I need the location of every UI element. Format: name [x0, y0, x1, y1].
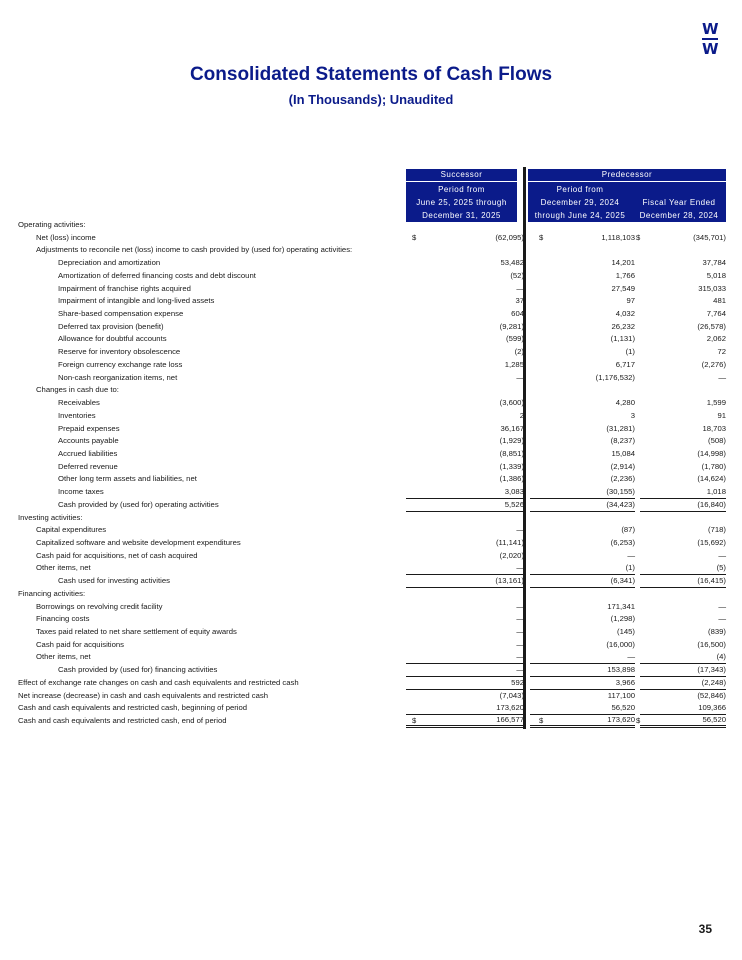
table-row — [18, 626, 726, 639]
cash-flow-table — [18, 219, 726, 728]
row-value-col2: 173,620 — [530, 715, 635, 728]
header-predecessor — [528, 169, 726, 222]
row-value-col1: — — [516, 627, 524, 636]
row-value-col1: — — [516, 601, 524, 611]
table-row — [18, 308, 726, 321]
row-label: Changes in cash due to: — [36, 385, 119, 395]
row-value-col2: 117,100 — [607, 690, 635, 700]
row-value-col3: 315,033 — [698, 283, 726, 293]
row-label: Investing activities: — [18, 512, 83, 522]
row-label: Deferred revenue — [58, 461, 118, 471]
row-value-col2: 4,032 — [615, 309, 635, 319]
logo-letter-bottom: W — [702, 40, 719, 58]
table-row — [18, 423, 726, 436]
row-label: Allowance for doubtful accounts — [58, 334, 167, 344]
row-value-col2: (1,176,532) — [595, 372, 635, 382]
table-row — [18, 359, 726, 372]
table-row — [18, 715, 726, 728]
table-row — [18, 499, 726, 512]
row-value-col3: (5) — [640, 562, 726, 575]
table-row — [18, 461, 726, 474]
header-successor — [406, 169, 517, 222]
row-value-col3: 109,366 — [640, 702, 726, 715]
row-value-col1: 2 — [519, 410, 524, 420]
table-row — [18, 397, 726, 410]
row-value-col3: (16,415) — [640, 575, 726, 588]
row-value-col1: — — [516, 283, 524, 293]
row-value-col3: 7,764 — [706, 309, 726, 319]
row-value-col1: 173,620 — [406, 702, 524, 715]
row-label: Capital expenditures — [36, 525, 107, 535]
row-value-col3: (17,343) — [640, 664, 726, 677]
row-value-col1: (13,161) — [406, 575, 524, 588]
row-value-col3: (52,846) — [697, 690, 726, 700]
row-value-col1: (2) — [514, 347, 524, 357]
row-value-col2: 14,201 — [611, 258, 635, 268]
row-label: Taxes paid related to net share settlement of equity awards — [36, 627, 237, 636]
row-value-col3: 1,018 — [640, 486, 726, 499]
row-value-col3: 91 — [717, 410, 726, 420]
header-col2-line1: Period from — [556, 185, 604, 194]
table-row — [18, 588, 726, 601]
row-value-col3: 18,703 — [702, 423, 726, 433]
table-row — [18, 677, 726, 690]
logo-letter-top: W — [702, 20, 719, 38]
table-row — [18, 372, 726, 385]
row-value-col1: — — [516, 614, 524, 624]
row-value-col2: (16,000) — [606, 639, 635, 649]
row-value-col1: 604 — [511, 309, 524, 319]
table-row — [18, 346, 726, 359]
row-value-col3: 1,599 — [706, 398, 726, 408]
row-value-col3: — — [718, 601, 726, 611]
row-value-col2: (1) — [625, 347, 635, 357]
row-value-col2: 97 — [626, 296, 635, 306]
row-value-col1: (2,020) — [499, 550, 524, 560]
table-row — [18, 435, 726, 448]
row-value-col3: (2,276) — [701, 359, 726, 369]
row-value-col3: (26,578) — [697, 321, 726, 331]
row-value-col3: (16,840) — [640, 499, 726, 512]
table-row — [18, 575, 726, 588]
row-value-col1: 1,285 — [504, 359, 524, 369]
row-value-col2: (2,914) — [610, 461, 635, 471]
row-label: Cash and cash equivalents and restricted cash, beginning of period — [18, 703, 248, 713]
row-label: Impairment of franchise rights acquired — [58, 283, 191, 293]
table-row — [18, 486, 726, 499]
row-value-col1: 5,526 — [406, 499, 524, 512]
table-row — [18, 702, 726, 715]
row-value-col3: 481 — [713, 296, 726, 306]
row-label: Share-based compensation expense — [58, 309, 184, 319]
row-value-col3: (14,624) — [697, 474, 726, 484]
row-value-col2: (34,423) — [530, 499, 635, 512]
row-label: Foreign currency exchange rate loss — [58, 359, 183, 369]
row-value-col3: 2,062 — [706, 334, 726, 344]
currency-symbol: $ — [412, 716, 417, 726]
row-value-col3: 72 — [717, 347, 726, 357]
row-value-col2: (87) — [621, 525, 635, 535]
currency-symbol: $ — [539, 716, 544, 726]
row-value-col2: 15,084 — [611, 448, 635, 458]
row-value-col1: (9,281) — [499, 321, 524, 331]
row-value-col3: (718) — [708, 525, 726, 535]
table-row — [18, 219, 726, 232]
row-label: Depreciation and amortization — [58, 258, 161, 268]
row-value-col1: — — [516, 372, 524, 382]
row-value-col2: (1,131) — [610, 334, 635, 344]
table-row — [18, 270, 726, 283]
row-value-col1: (3,600) — [499, 398, 524, 408]
table-row — [18, 410, 726, 423]
row-label: Receivables — [58, 398, 100, 408]
row-label: Amortization of deferred financing costs and debt discount — [58, 270, 256, 280]
table-row — [18, 537, 726, 550]
row-value-col3: (14,998) — [697, 448, 726, 458]
table-row — [18, 639, 726, 652]
row-value-col2: 171,341 — [607, 601, 635, 611]
row-label: Cash paid for acquisitions, net of cash acquired — [36, 550, 198, 560]
row-value-col1: (599) — [506, 334, 524, 344]
page-subtitle: (In Thousands); Unaudited — [288, 92, 454, 107]
row-value-col1: — — [516, 639, 524, 649]
row-value-col3: (4) — [640, 651, 726, 664]
row-value-col2: 6,717 — [615, 359, 635, 369]
row-label: Accrued liabilities — [58, 448, 118, 458]
company-logo — [702, 22, 718, 56]
row-value-col1: (1,386) — [499, 474, 524, 484]
row-label: Capitalized software and website development expenditures — [36, 537, 241, 547]
row-value-col1: 3,083 — [406, 486, 524, 499]
table-row — [18, 651, 726, 664]
row-value-col1: 592 — [406, 677, 524, 690]
row-label: Income taxes — [58, 487, 104, 497]
row-value-col1: 53,482 — [500, 258, 524, 268]
header-col2-line3: through June 24, 2025 — [534, 211, 626, 220]
row-value-col2: 3 — [630, 410, 635, 420]
currency-symbol: $ — [636, 232, 641, 242]
row-value-col1: (52) — [510, 270, 524, 280]
table-row — [18, 550, 726, 563]
row-value-col2: (1,298) — [610, 614, 635, 624]
row-value-col3: 56,520 — [640, 715, 726, 728]
row-value-col2: (6,341) — [530, 575, 635, 588]
row-value-col3: — — [718, 614, 726, 624]
row-value-col2: 1,766 — [615, 270, 635, 280]
table-row — [18, 601, 726, 614]
row-label: Prepaid expenses — [58, 423, 120, 433]
table-row — [18, 283, 726, 296]
header-col1-line1: Period from — [438, 185, 485, 194]
row-value-col1: (62,095) — [495, 232, 524, 242]
row-value-col3: (345,701) — [693, 232, 726, 242]
row-value-col2: (2,236) — [610, 474, 635, 484]
table-row — [18, 562, 726, 575]
table-row — [18, 473, 726, 486]
row-label: Deferred tax provision (benefit) — [58, 321, 164, 331]
row-label: Other long term assets and liabilities, net — [58, 474, 197, 484]
table-row — [18, 333, 726, 346]
row-value-col2: 26,232 — [611, 321, 635, 331]
row-value-col3: 5,018 — [706, 270, 726, 280]
table-row — [18, 664, 726, 677]
row-value-col2: — — [627, 550, 635, 560]
row-value-col2: (1) — [530, 562, 635, 575]
row-label: Cash used for investing activities — [58, 576, 170, 586]
header-predecessor-label: Predecessor — [528, 169, 726, 182]
table-row — [18, 613, 726, 626]
header-successor-label: Successor — [406, 169, 517, 182]
row-label: Borrowings on revolving credit facility — [36, 601, 163, 611]
row-value-col3: — — [718, 550, 726, 560]
row-value-col1: (8,851) — [499, 448, 524, 458]
row-value-col2: 56,520 — [530, 702, 635, 715]
row-label: Adjustments to reconcile net (loss) income to cash provided by (used for) operating activities: — [36, 245, 353, 255]
row-value-col2: — — [530, 651, 635, 664]
header-col1-line2: June 25, 2025 through — [416, 198, 507, 207]
row-value-col1: (11,141) — [495, 537, 524, 547]
row-label: Non-cash reorganization items, net — [58, 372, 178, 382]
table-row — [18, 448, 726, 461]
row-value-col1: 36,167 — [500, 423, 524, 433]
row-label: Cash and cash equivalents and restricted cash, end of period — [18, 716, 227, 726]
row-label: Impairment of intangible and long-lived assets — [58, 296, 215, 306]
row-label: Operating activities: — [18, 220, 86, 229]
row-value-col1: (7,043) — [499, 690, 524, 700]
row-label: Net (loss) income — [36, 232, 96, 242]
row-label: Reserve for inventory obsolescence — [58, 347, 181, 357]
row-value-col3: (1,780) — [701, 461, 726, 471]
header-col3-line2: Fiscal Year Ended — [642, 198, 716, 207]
row-label: Cash provided by (used for) operating activities — [58, 499, 219, 509]
row-label: Financing costs — [36, 614, 90, 624]
header-col3-line3: December 28, 2024 — [639, 211, 719, 220]
row-label: Other items, net — [36, 652, 91, 662]
row-label: Effect of exchange rate changes on cash and cash equivalents and restricted cash — [18, 677, 299, 687]
table-row — [18, 384, 726, 397]
row-label: Financing activities: — [18, 588, 86, 598]
row-value-col1: 37 — [515, 296, 524, 306]
row-value-col1: — — [406, 664, 524, 677]
row-value-col3: (15,692) — [697, 537, 726, 547]
row-label: Accounts payable — [58, 436, 119, 446]
row-value-col2: (30,155) — [530, 486, 635, 499]
header-col2-line2: December 29, 2024 — [540, 198, 620, 207]
row-value-col3: 37,784 — [702, 258, 726, 268]
row-label: Inventories — [58, 410, 96, 420]
row-value-col3: (16,500) — [697, 639, 726, 649]
table-row — [18, 295, 726, 308]
table-row — [18, 321, 726, 334]
row-value-col2: (6,253) — [610, 537, 635, 547]
row-value-col1: 166,577 — [406, 715, 524, 728]
row-label: Cash provided by (used for) financing activities — [58, 665, 218, 675]
currency-symbol: $ — [636, 716, 641, 726]
table-row — [18, 257, 726, 270]
row-value-col2: (8,237) — [610, 436, 635, 446]
row-value-col2: 27,549 — [611, 283, 635, 293]
page-title: Consolidated Statements of Cash Flows — [189, 64, 553, 85]
row-label: Cash paid for acquisitions — [36, 639, 125, 649]
currency-symbol: $ — [412, 232, 417, 242]
row-value-col1: — — [516, 525, 524, 535]
row-value-col2: (31,281) — [606, 423, 635, 433]
row-value-col3: (2,248) — [640, 677, 726, 690]
row-value-col1: (1,339) — [499, 461, 524, 471]
row-value-col1: — — [406, 651, 524, 664]
row-value-col2: 1,118,103 — [601, 232, 635, 242]
header-col3-line1 — [632, 183, 726, 196]
row-value-col1: — — [406, 562, 524, 575]
header-col1-line3: December 31, 2025 — [422, 211, 501, 220]
row-value-col3: (508) — [708, 436, 726, 446]
row-value-col2: 4,280 — [615, 398, 635, 408]
page-number: 35 — [698, 922, 712, 936]
row-value-col2: 153,898 — [530, 664, 635, 677]
table-row — [18, 512, 726, 525]
row-label: Net increase (decrease) in cash and cash equivalents and restricted cash — [18, 690, 268, 700]
row-value-col2: (145) — [617, 627, 635, 636]
row-value-col3: (839) — [708, 627, 726, 636]
table-row — [18, 232, 726, 245]
row-value-col1: (1,929) — [499, 436, 524, 446]
row-value-col3: — — [718, 372, 726, 382]
row-value-col2: 3,966 — [530, 677, 635, 690]
table-row — [18, 244, 726, 257]
table-row — [18, 524, 726, 537]
currency-symbol: $ — [539, 232, 544, 242]
row-label: Other items, net — [36, 563, 91, 573]
table-row — [18, 690, 726, 703]
